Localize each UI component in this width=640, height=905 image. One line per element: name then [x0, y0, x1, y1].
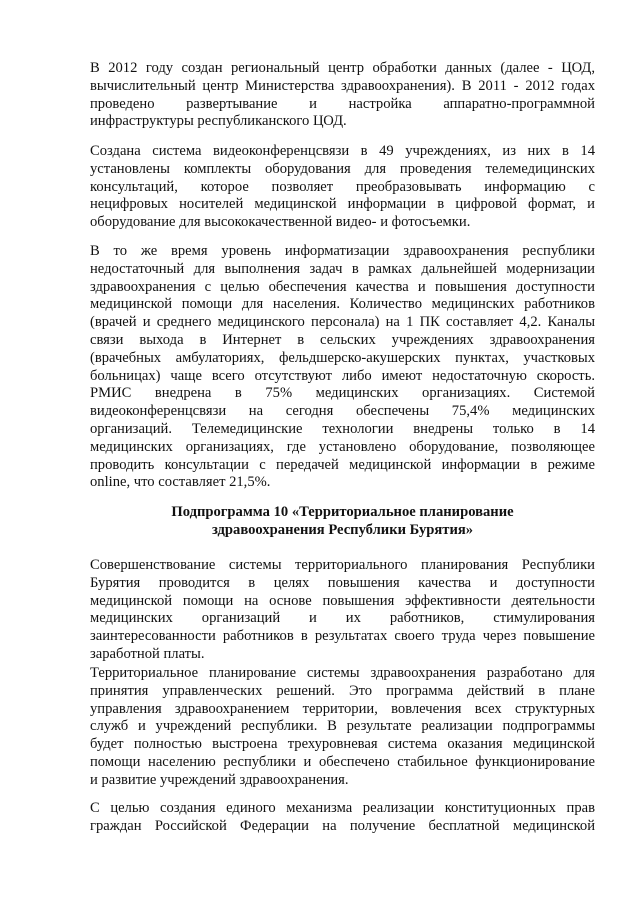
text-line: В то же время уровень информатизации здравоохранения республики: [90, 243, 595, 259]
paragraph-constitutional-rights: [90, 800, 595, 836]
paragraph-territorial-planning-improvement: [90, 557, 595, 664]
text-line: служб и учреждений республики. В результате реализации подпрограммы: [90, 718, 595, 735]
text-line: здравоохранения с целью обеспечения качества и повышения доступности: [90, 278, 595, 295]
text-line: РМИС внедрена в 75% медицинских организациях. Системой: [90, 385, 595, 402]
text-line: принятия управленческих решений. Это программа действий в плане: [90, 682, 595, 699]
text-line: В 2012 году создан региональный центр обработки данных (далее - ЦОД,: [90, 60, 595, 76]
heading-line: Подпрограмма 10 «Территориальное планирование: [171, 504, 514, 520]
text-line: управления здравоохранением территории, вовлечения всех структурных: [90, 700, 595, 717]
text-line: Совершенствование системы территориального планирования Республики: [90, 557, 595, 573]
text-line: проведено развертывание и настройка аппаратно-программной: [90, 95, 595, 112]
text-line: проводить консультации с передачей медицинской информации в режиме: [90, 456, 595, 473]
text-line: (врачей и среднего медицинского персонала) на 1 ПК составляет 4,2. Каналы: [90, 314, 595, 331]
text-line: недостаточный для выполнения задач в рамках дальнейшей модернизации: [90, 260, 595, 277]
text-line: связи выхода в Интернет в сельских учреждениях здравоохранения: [90, 331, 595, 348]
text-line: помощи населению республики и обеспечено стабильное функционирование: [90, 753, 595, 770]
paragraph-informatization-level: [90, 243, 595, 492]
text-line: Территориальное планирование системы здравоохранения разработано для: [90, 665, 595, 681]
heading-line: здравоохранения Республики Бурятия»: [211, 522, 474, 538]
paragraph-territorial-planning-system: [90, 665, 595, 790]
text-line: медицинских организаций и их работников, стимулирования: [90, 610, 595, 627]
text-line: заработной платы.: [90, 645, 205, 662]
text-line: инфраструктуры республиканского ЦОД.: [90, 113, 347, 130]
text-line: установлены комплекты оборудования для проведения телемедицинских: [90, 160, 595, 177]
text-line: Бурятия проводится в целях повышения качества и доступности: [90, 574, 595, 591]
text-line: С целью создания единого механизма реализации конституционных прав: [90, 800, 595, 816]
text-line: и развитие учреждений здравоохранения.: [90, 771, 349, 788]
text-line: будет полностью выстроена трехуровневая система оказания медицинской: [90, 736, 595, 753]
paragraph-videoconference: [90, 143, 595, 232]
text-line: больницах) чаще всего отсутствуют либо имеют недостаточную скорость.: [90, 367, 595, 384]
text-line: оборудование для высококачественной видео- и фотосъемки.: [90, 214, 471, 231]
text-line: медицинской помощи на основе повышения эффективности деятельности: [90, 592, 595, 609]
text-line: медицинской помощи для населения. Количество медицинских работников: [90, 296, 595, 313]
text-line: видеоконференцсвязи на сегодня обеспечены 75,4% медицинских: [90, 403, 595, 420]
text-line: организаций. Телемедицинские технологии внедрены только в 14: [90, 420, 595, 437]
subprogram-heading: [90, 503, 595, 539]
text-line: заинтересованности работников в результатах своего труда через повышение: [90, 628, 595, 645]
paragraph-data-center: [90, 60, 595, 131]
text-line: Создана система видеоконференцсвязи в 49 учреждениях, из них в 14: [90, 143, 595, 159]
text-line: граждан Российской Федерации на получение бесплатной медицинской: [90, 817, 595, 834]
text-line: консультаций, которое позволяет преобразовывать информацию с: [90, 178, 595, 195]
text-line: вычислительный центр Министерства здравоохранения). В 2011 - 2012 годах: [90, 77, 595, 94]
text-line: online, что составляет 21,5%.: [90, 474, 271, 491]
text-line: нецифровых носителей медицинской информации в цифровой формат, и: [90, 196, 595, 213]
text-line: медицинских организациях, где установлено оборудование, позволяющее: [90, 438, 595, 455]
text-line: (врачебных амбулаториях, фельдшерско-акушерских пунктах, участковых: [90, 349, 595, 366]
